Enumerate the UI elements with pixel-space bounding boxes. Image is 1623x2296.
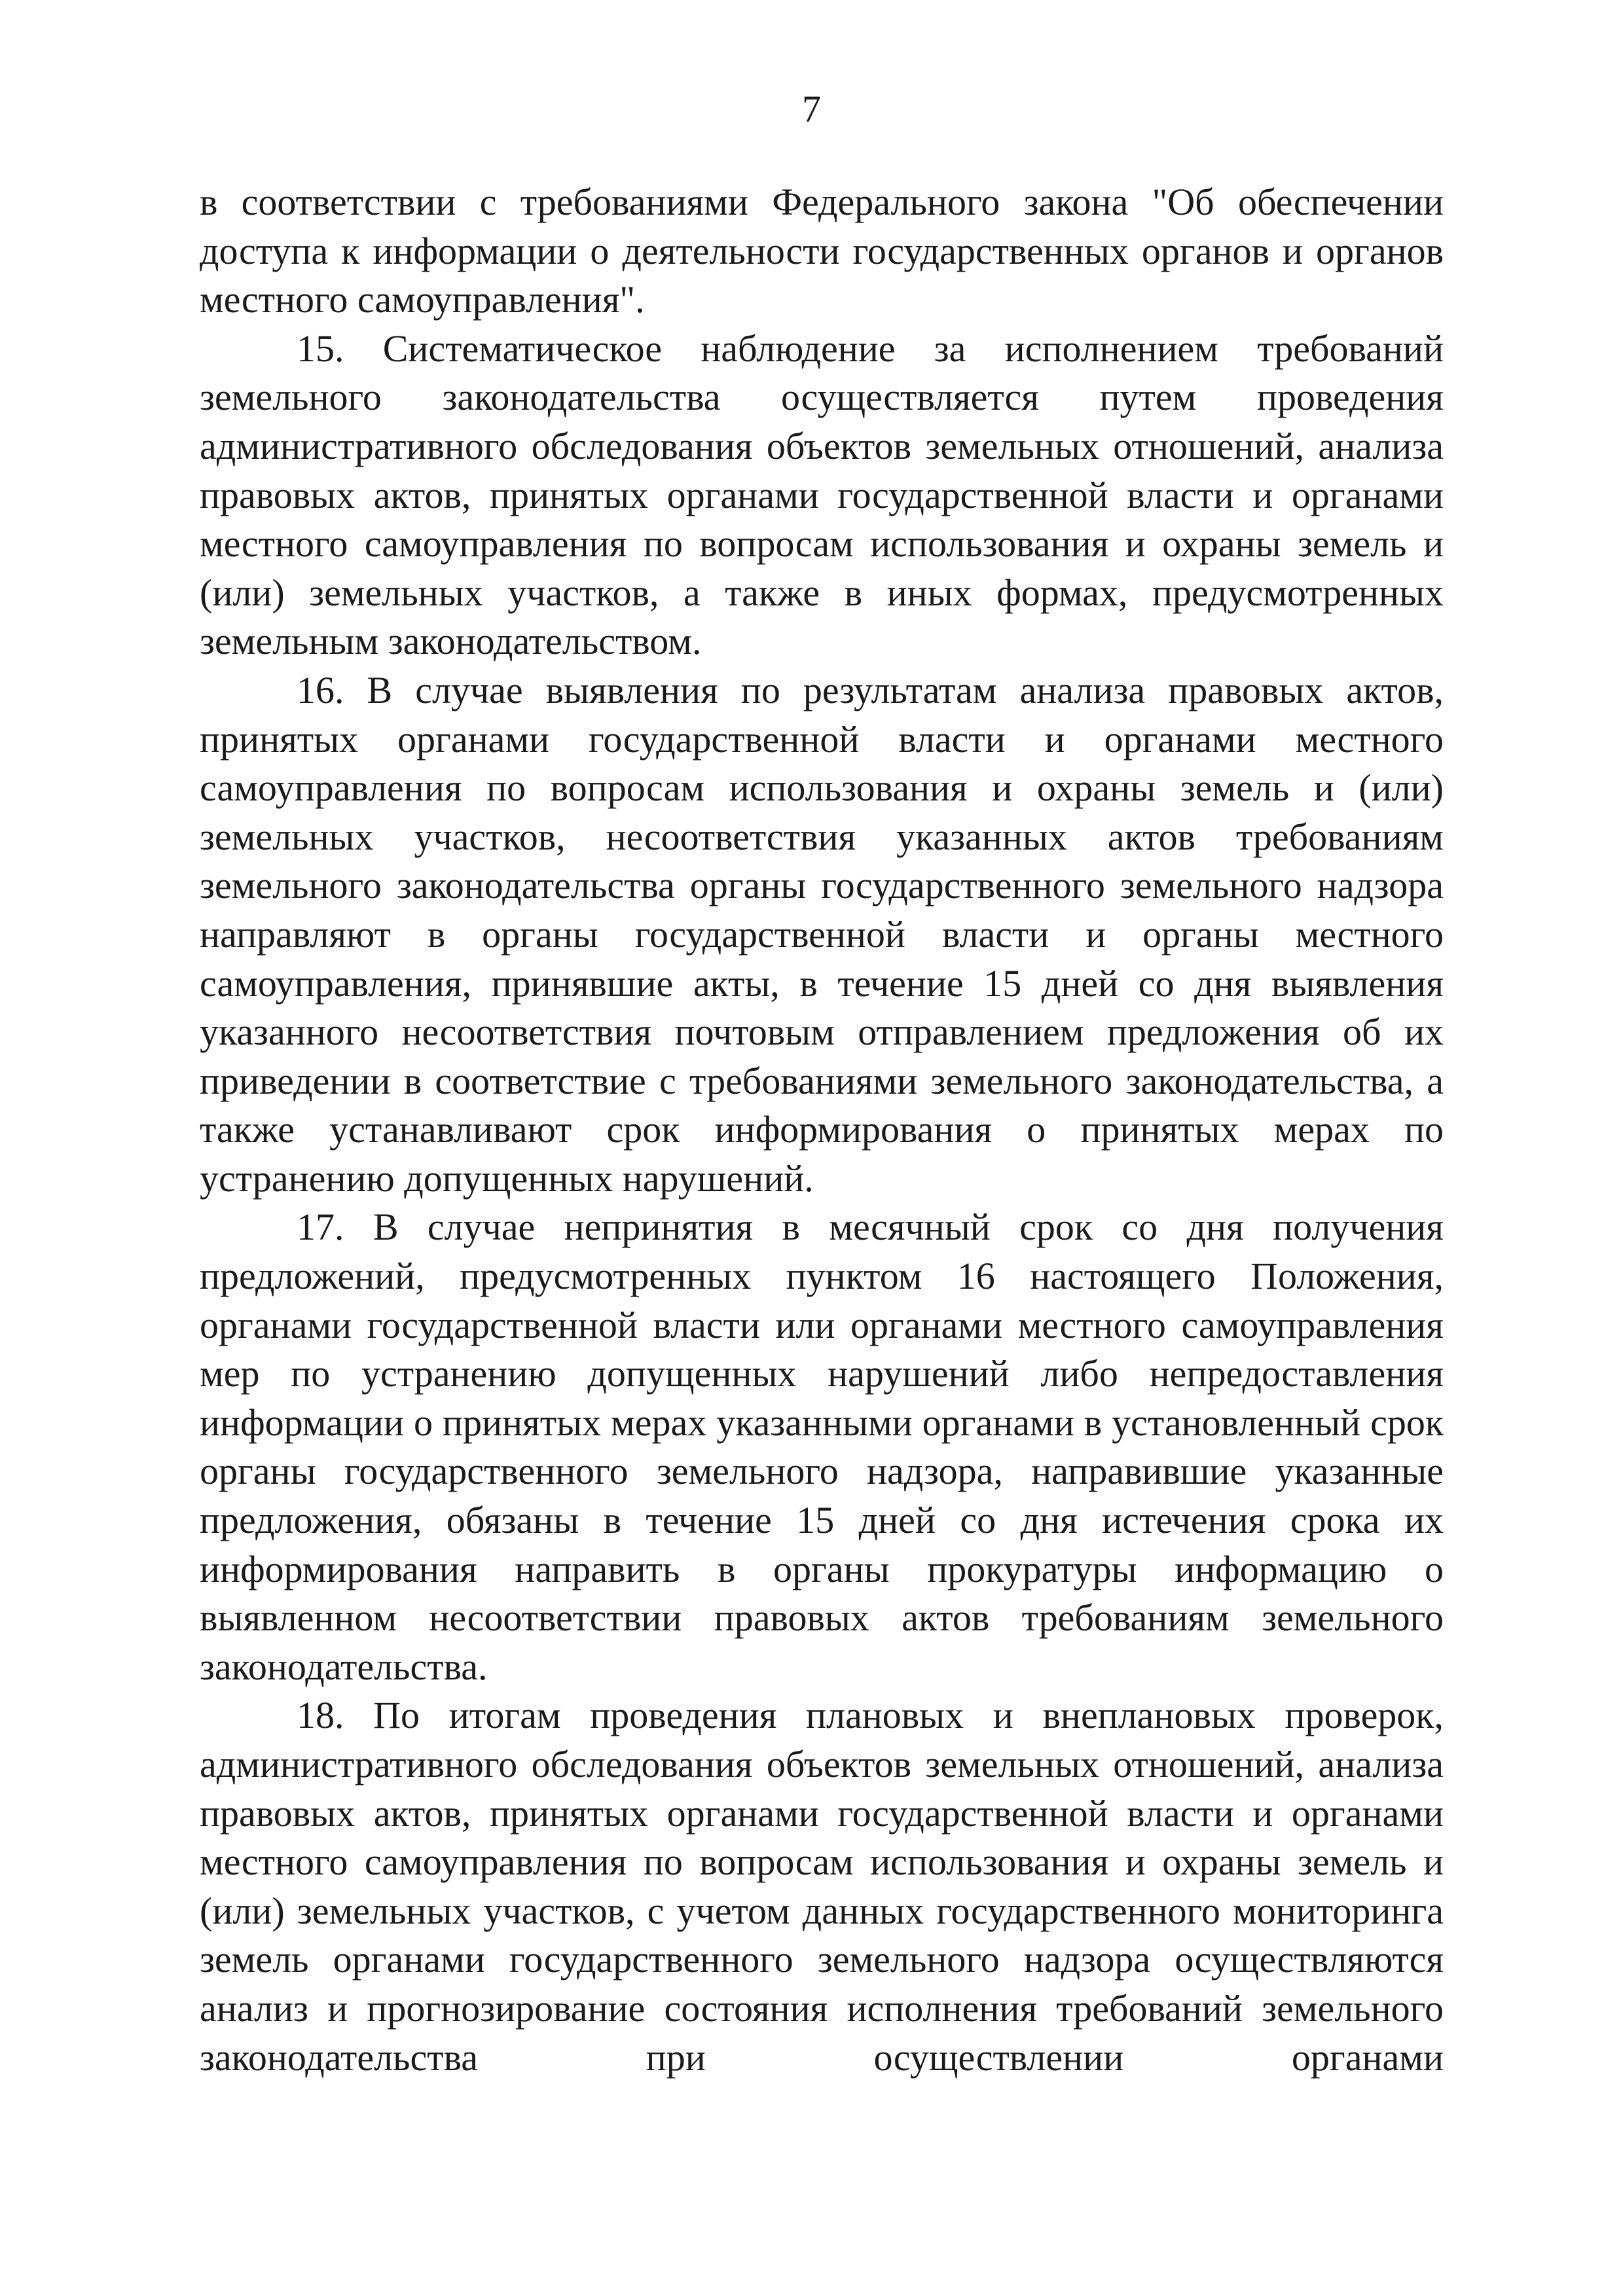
paragraph-item-15: 15. Систематическое наблюдение за исполнением требований земельного законодательства осуществляется путем проведения административного обследования объектов земельных отношений, анализа правовых актов, принятых органами государственной власти и органами местного самоуправления по вопросам использования и охраны земель и (или) земельных участков, а также в иных формах, предусмотренных земельным законодательством. [200, 327, 1444, 663]
paragraph-item-17: 17. В случае непринятия в месячный срок со дня получения предложений, предусмотренных пунктом 16 настоящего Положения, органами государственной власти или органами местного самоуправления мер по устранению допущенных нарушений либо непредоставления информации о принятых мерах указанными органами в установленный срок органы государственного земельного надзора, направившие указанные предложения, обязаны в течение 15 дней со дня истечения срока их информирования направить в органы прокуратуры информацию о выявленном несоответствии правовых актов требованиям земельного законодательства. [200, 1206, 1444, 1688]
document-body [200, 178, 1444, 2082]
paragraph-item-16: 16. В случае выявления по результатам анализа правовых актов, принятых органами государственной власти и органами местного самоуправления по вопросам использования и охраны земель и (или) земельных участков, несоответствия указанных актов требованиям земельного законодательства органы государственного земельного надзора направляют в органы государственной власти и органы местного самоуправления, принявшие акты, в течение 15 дней со дня выявления указанного несоответствия почтовым отправлением предложения об их приведении в соответствие с требованиями земельного законодательства, а также устанавливают срок информирования о принятых мерах по устранению допущенных нарушений. [200, 668, 1444, 1200]
paragraph-item-18: 18. По итогам проведения плановых и внеплановых проверок, административного обследования объектов земельных отношений, анализа правовых актов, принятых органами государственной власти и органами местного самоуправления по вопросам использования и охраны земель и (или) земельных участков, с учетом данных государственного мониторинга земель органами государственного земельного надзора осуществляются анализ и прогнозирование состояния исполнения требований земельного законодательства при осуществлении органами [200, 1694, 1444, 2079]
page-number: 7 [802, 88, 821, 130]
paragraph-continuation: в соответствии с требованиями Федерального закона "Об обеспечении доступа к информации о деятельности государственных органов и органов местного самоуправления". [200, 181, 1444, 321]
